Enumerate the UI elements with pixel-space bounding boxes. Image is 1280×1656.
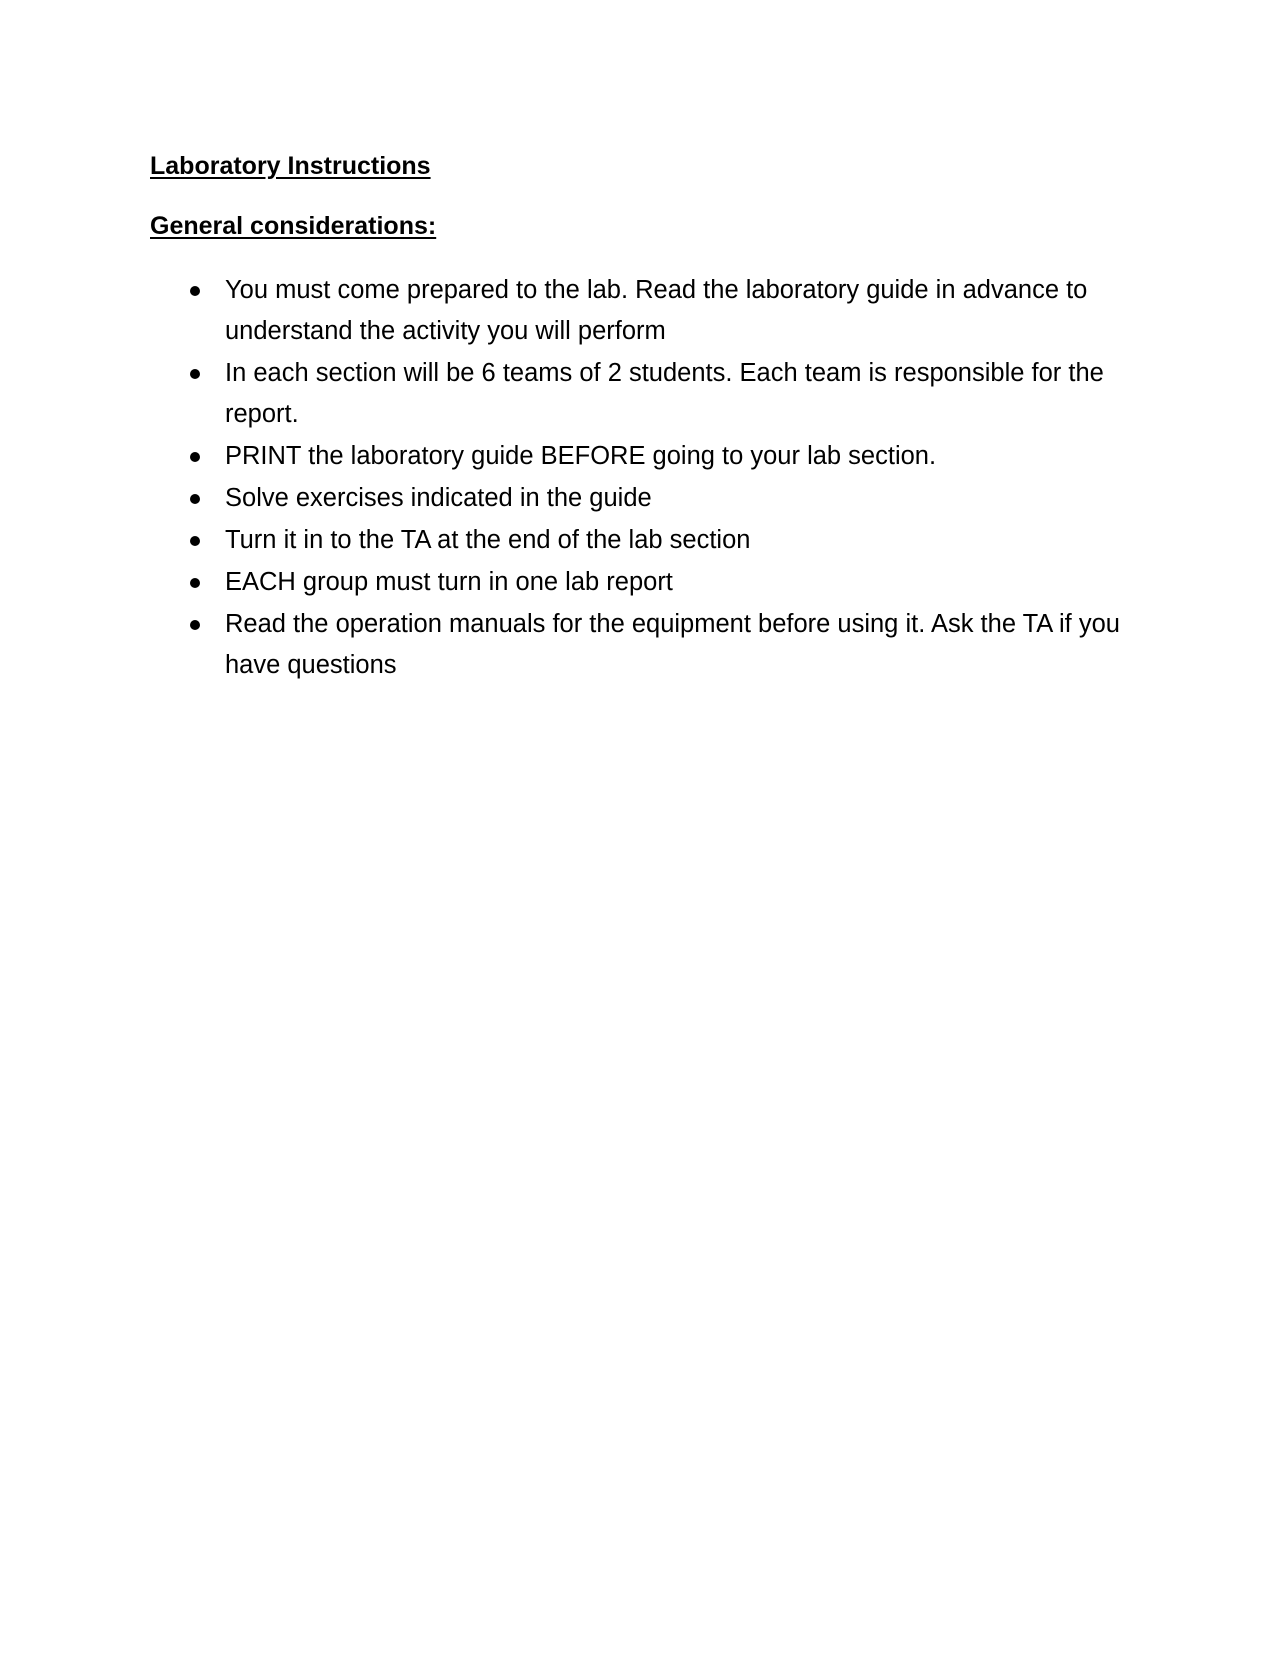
list-item-text: Read the operation manuals for the equipment before using it. Ask the TA if you have questions <box>225 610 1120 679</box>
bullet-icon <box>190 369 200 379</box>
list-item-text: You must come prepared to the lab. Read the laboratory guide in advance to understand the activity you will perform <box>225 276 1088 345</box>
list-item <box>150 562 1140 603</box>
list-item <box>150 478 1140 519</box>
bullet-icon <box>190 536 200 546</box>
list-item-text: Turn it in to the TA at the end of the lab section <box>225 526 751 554</box>
list-item <box>150 436 1140 477</box>
bullet-icon <box>190 286 200 296</box>
list-item-text: EACH group must turn in one lab report <box>225 568 673 596</box>
list-item-text: PRINT the laboratory guide BEFORE going to your lab section. <box>225 442 937 470</box>
list-item-text: In each section will be 6 teams of 2 students. Each team is responsible for the report. <box>225 359 1104 428</box>
document-title: Laboratory Instructions <box>150 152 431 180</box>
bullet-icon <box>190 620 200 630</box>
list-item <box>150 520 1140 561</box>
bullet-list <box>150 270 1140 686</box>
bullet-icon <box>190 494 200 504</box>
list-item-text: Solve exercises indicated in the guide <box>225 484 652 512</box>
bullet-icon <box>190 452 200 462</box>
list-item <box>150 353 1140 435</box>
document-content <box>150 150 1140 687</box>
bullet-icon <box>190 578 200 588</box>
section-heading: General considerations: <box>150 211 437 240</box>
list-item <box>150 270 1140 352</box>
list-item <box>150 604 1140 686</box>
